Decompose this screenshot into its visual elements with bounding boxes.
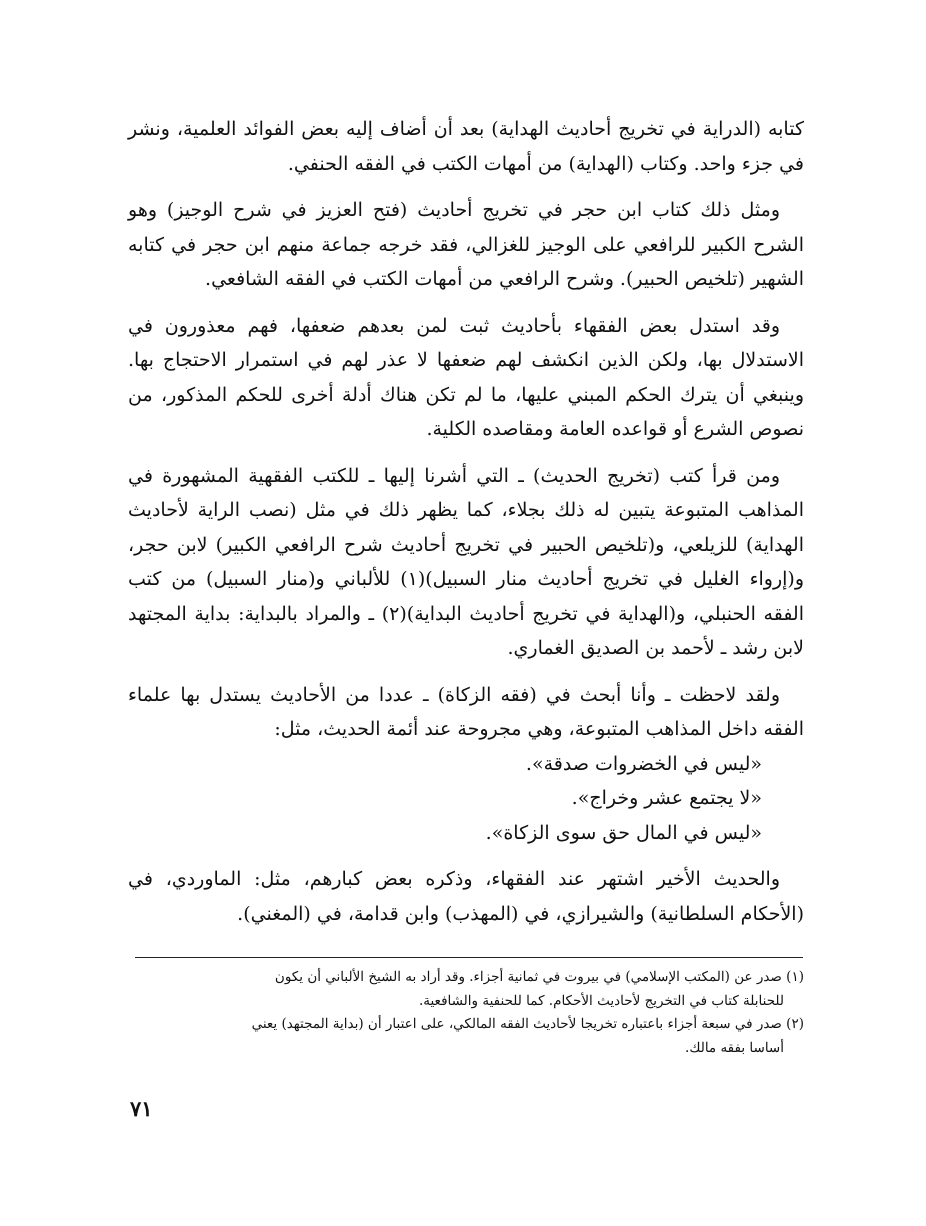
- paragraph-5: ولقد لاحظت ـ وأنا أبحث في (فقه الزكاة) ـ عددا من الأحاديث يستدل بها علماء الفقه داخل المذاهب المتبوعة، وهي مجروحة عند أئمة الحديث، مثل:: [128, 683, 804, 740]
- paragraph-3: وقد استدل بعض الفقهاء بأحاديث ثبت لمن بعدهم ضعفها، فهم معذورون في الاستدلال بها، ولكن الذين انكشف لهم ضعفها لا عذر لهم في استمرار الاحتجاج بها. وينبغي أن يترك الحكم المبني عليها، ما لم تكن هناك أدلة أخرى للحكم المذكور، من نصوص الشرع أو قواعده العامة ومقاصده الكلية.: [128, 314, 804, 440]
- footnote-2-line-2: أساسا بفقه مالك.: [685, 1039, 784, 1056]
- footnote-divider: [135, 957, 803, 958]
- paragraph-4: ومن قرأ كتب (تخريج الحديث) ـ التي أشرنا إليها ـ للكتب الفقهية المشهورة في المذاهب المتبوعة يتبين له ذلك بجلاء، كما يظهر ذلك في مثل (نصب الراية لأحاديث الهداية) للزيلعي، و(تلخيص الحبير في تخريج أحاديث شرح الرافعي الكبير) لابن حجر، و(إرواء الغليل في تخريج أحاديث منار السبيل)(١) للألباني و(منار السبيل) من كتب الفقه الحنبلي، و(الهداية في تخريج أحاديث البداية)(٢) ـ والمراد بالبداية: بداية المجتهد لابن رشد ـ لأحمد بن الصديق الغماري.: [128, 464, 804, 659]
- footnote-1-line-1: (١) صدر عن (المكتب الإسلامي) في بيروت في ثمانية أجزاء. وقد أراد به الشيخ الألباني أن يكون: [274, 969, 804, 985]
- footnote-1-line-2: للحنابلة كتاب في التخريج لأحاديث الأحكام. كما للحنفية والشافعية.: [418, 992, 784, 1009]
- hadith-2: «لا يجتمع عشر وخراج».: [571, 787, 762, 809]
- footnote-2-line-1: (٢) صدر في سبعة أجزاء باعتباره تخريجا لأحاديث الفقه المالكي، على اعتبار أن (بداية المجتهد) يعني: [251, 1016, 804, 1032]
- page-number: ٧١: [130, 1096, 153, 1121]
- closing-paragraph: والحديث الأخير اشتهر عند الفقهاء، وذكره بعض كبارهم، مثل: الماوردي، في (الأحكام السلطانية) والشيرازي، في (المهذب) وابن قدامة، في (المغني).: [128, 868, 804, 925]
- paragraph-1: كتابه (الدراية في تخريج أحاديث الهداية) بعد أن أضاف إليه بعض الفوائد العلمية، ونشر في جزء واحد. وكتاب (الهداية) من أمهات الكتب في الفقه الحنفي.: [128, 118, 804, 175]
- hadith-1: «ليس في الخضروات صدقة».: [525, 752, 762, 775]
- hadith-3: «ليس في المال حق سوى الزكاة».: [485, 821, 762, 844]
- paragraph-2: ومثل ذلك كتاب ابن حجر في تخريج أحاديث (فتح العزيز في شرح الوجيز) وهو الشرح الكبير للرافعي على الوجيز للغزالي، فقد خرجه جماعة منهم ابن حجر في كتابه الشهير (تلخيص الحبير). وشرح الرافعي من أمهات الكتب في الفقه الشافعي.: [128, 199, 804, 290]
- footnotes: [128, 966, 804, 1060]
- main-text: [128, 112, 804, 931]
